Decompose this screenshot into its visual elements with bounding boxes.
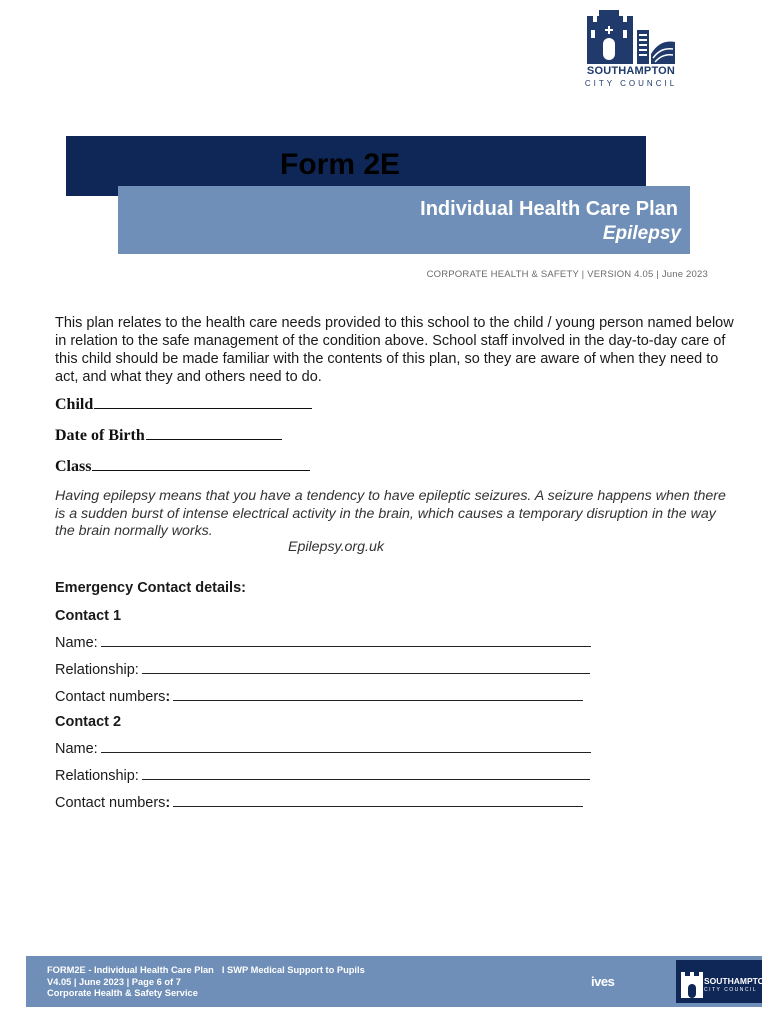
contact1-heading: Contact 1 (55, 608, 122, 624)
contact1-relationship-field[interactable] (142, 661, 590, 674)
contact1-numbers-label: Contact numbers (55, 689, 166, 705)
epilepsy-quote: Having epilepsy means that you have a tendency to have epileptic seizures. A seizure happens when there is a sudden burst of intense electrical activity in the brain, which causes a temporary disruption in the way the brain normally works. (55, 488, 726, 539)
child-field[interactable] (55, 396, 312, 414)
logo-subname: CITY COUNCIL (584, 79, 678, 88)
contact2-name-field[interactable] (101, 740, 591, 753)
footer-text (47, 965, 365, 1000)
contact1-relationship-row[interactable] (55, 661, 590, 678)
child-label: Child (55, 396, 94, 413)
dob-label: Date of Birth (55, 427, 145, 444)
contact1-numbers-colon: : (165, 689, 171, 705)
footer-doc-name: I SWP Medical Support to Pupils (221, 965, 365, 975)
contact1-name-label: Name: (55, 635, 98, 651)
child-line[interactable] (94, 396, 312, 409)
contact2-relationship-field[interactable] (142, 767, 590, 780)
contact2-heading: Contact 2 (55, 714, 122, 730)
council-logo (583, 8, 679, 92)
contact2-relationship-label: Relationship: (55, 768, 139, 784)
footer-logo-name: SOUTHAMPTON (704, 976, 770, 986)
contact2-numbers-field[interactable] (173, 794, 583, 807)
plan-title: Individual Health Care Plan (420, 198, 678, 220)
plan-subtitle: Epilepsy (602, 223, 681, 244)
contact2-numbers-label: Contact numbers (55, 795, 166, 811)
footer-line1 (47, 965, 365, 977)
footer-council-logo (676, 960, 770, 1003)
contact1-name-row[interactable] (55, 634, 591, 651)
castle-emblem-icon (585, 8, 677, 64)
class-line[interactable] (92, 458, 310, 471)
class-field[interactable] (55, 458, 310, 476)
form-title: Form 2E (280, 148, 401, 181)
footer-form-name: FORM2E - Individual Health Care Plan (47, 965, 214, 975)
version-info: CORPORATE HEALTH & SAFETY | VERSION 4.05 | June 2023 (426, 269, 708, 280)
contact2-name-row[interactable] (55, 740, 591, 757)
contact1-numbers-field[interactable] (173, 688, 583, 701)
footer-logo-subname: CITY COUNCIL (704, 987, 758, 993)
class-label: Class (55, 458, 92, 475)
footer-ives-logo: ives (591, 974, 615, 989)
contact1-relationship-label: Relationship: (55, 662, 139, 678)
contact1-numbers-row[interactable] (55, 688, 583, 705)
dob-line[interactable] (146, 427, 282, 440)
footer-line2: V4.05 | June 2023 | Page 6 of 7 (47, 976, 181, 987)
contact2-relationship-row[interactable] (55, 767, 590, 784)
footer-line3: Corporate Health & Safety Service (47, 988, 198, 998)
logo-name: SOUTHAMPTON (586, 65, 676, 77)
intro-paragraph: This plan relates to the health care needs provided to this school to the child / young person named below in relation to the safe management of the condition above. School staff involved in the day-to-day care of this child should be made familiar with the contents of this plan, so they are aware of when they need to act, and what they and others need to do. (55, 315, 734, 385)
dob-field[interactable] (55, 427, 282, 445)
contact2-numbers-row[interactable] (55, 794, 583, 811)
quote-source: Epilepsy.org.uk (288, 539, 384, 555)
contact2-numbers-colon: : (165, 795, 171, 811)
castle-emblem-icon (680, 968, 706, 998)
contact2-name-label: Name: (55, 741, 98, 757)
contact1-name-field[interactable] (101, 634, 591, 647)
page-footer (26, 956, 770, 1007)
emergency-heading: Emergency Contact details: (55, 580, 246, 596)
